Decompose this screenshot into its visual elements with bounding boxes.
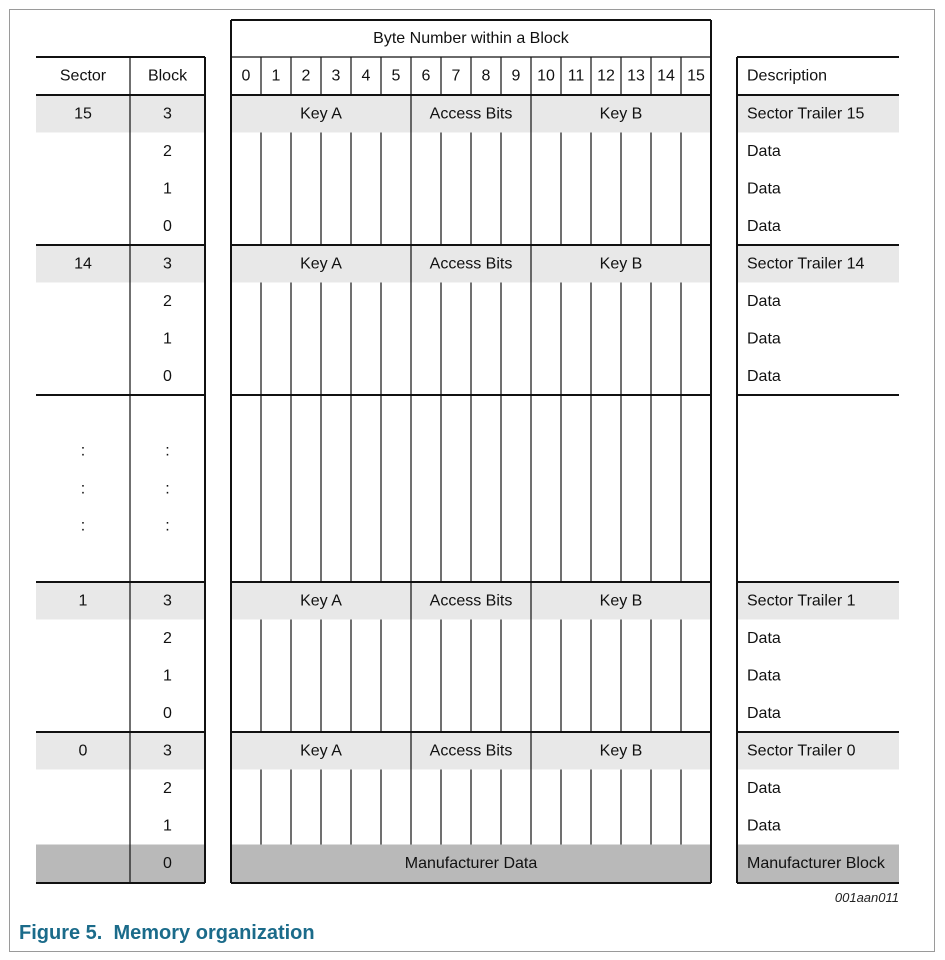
manufacturer-bg-left <box>36 845 205 884</box>
manufacturer-block-description: Manufacturer Block <box>747 854 885 872</box>
byte-number-label: 3 <box>331 67 341 85</box>
key-a-field: Key A <box>300 592 342 610</box>
byte-number-label: 4 <box>361 67 371 85</box>
byte-number-label: 2 <box>301 67 311 85</box>
sector-ellipsis: : <box>80 517 86 535</box>
byte-number-label: 11 <box>567 67 585 85</box>
caption-title: Memory organization <box>113 922 315 944</box>
key-b-field: Key B <box>599 592 643 610</box>
byte-number-label: 15 <box>687 67 705 85</box>
data-description: Data <box>747 142 781 160</box>
trailer-bg-left <box>36 732 205 770</box>
trailer-bg-left <box>36 582 205 620</box>
block-number: 3 <box>163 255 172 273</box>
block-number: 0 <box>163 217 172 235</box>
block-number: 1 <box>163 667 172 685</box>
byte-number-label: 8 <box>481 67 491 85</box>
block-number: 3 <box>163 592 172 610</box>
trailer-bg-left <box>36 245 205 283</box>
block-number: 0 <box>163 367 172 385</box>
block-number: 1 <box>163 330 172 348</box>
caption-label: Figure 5. <box>19 922 103 944</box>
byte-number-label: 10 <box>537 67 555 85</box>
byte-number-label: 5 <box>391 67 401 85</box>
byte-number-label: 7 <box>451 67 461 85</box>
sector-trailer-description: Sector Trailer 1 <box>747 592 856 610</box>
block-ellipsis: : <box>165 517 170 535</box>
sector-ellipsis: : <box>80 480 86 498</box>
byte-number-title: Byte Number within a Block <box>373 30 569 47</box>
key-b-field: Key B <box>599 105 643 123</box>
key-b-field: Key B <box>599 255 643 273</box>
block-number: 0 <box>163 854 172 872</box>
access-bits-field: Access Bits <box>429 105 513 123</box>
sector-number: 15 <box>74 105 92 123</box>
access-bits-field: Access Bits <box>429 592 513 610</box>
data-description: Data <box>747 217 781 235</box>
sector-trailer-description: Sector Trailer 0 <box>747 742 856 760</box>
byte-number-label: 9 <box>511 67 521 85</box>
access-bits-field: Access Bits <box>429 742 513 760</box>
description-header: Description <box>747 67 828 85</box>
byte-number-label: 14 <box>657 67 675 85</box>
byte-number-label: 1 <box>271 67 281 85</box>
sector-ellipsis: : <box>80 442 86 460</box>
block-header: Block <box>147 67 188 85</box>
byte-number-label: 12 <box>597 67 615 85</box>
sector-trailer-description: Sector Trailer 15 <box>747 105 865 123</box>
block-number: 0 <box>163 704 172 722</box>
data-description: Data <box>747 180 781 198</box>
byte-number-label: 0 <box>241 67 251 85</box>
access-bits-field: Access Bits <box>429 255 513 273</box>
key-a-field: Key A <box>300 742 342 760</box>
byte-number-label: 13 <box>627 67 645 85</box>
data-description: Data <box>747 367 781 385</box>
key-a-field: Key A <box>300 105 342 123</box>
block-number: 2 <box>163 629 172 647</box>
manufacturer-data-label: Manufacturer Data <box>404 854 538 872</box>
data-description: Data <box>747 330 781 348</box>
data-description: Data <box>747 667 781 685</box>
block-number: 3 <box>163 742 172 760</box>
block-ellipsis: : <box>165 442 170 460</box>
sector-number: 14 <box>74 255 92 273</box>
block-number: 1 <box>163 180 172 198</box>
block-number: 2 <box>163 292 172 310</box>
sector-header: Sector <box>59 67 107 85</box>
block-number: 2 <box>163 142 172 160</box>
block-number: 3 <box>163 105 172 123</box>
key-a-field: Key A <box>300 255 342 273</box>
data-description: Data <box>747 817 781 835</box>
sector-number: 0 <box>78 742 88 760</box>
sector-number: 1 <box>78 592 88 610</box>
figure-caption <box>19 922 315 945</box>
block-number: 1 <box>163 817 172 835</box>
data-description: Data <box>747 779 781 797</box>
sector-trailer-description: Sector Trailer 14 <box>747 255 865 273</box>
block-ellipsis: : <box>165 480 170 498</box>
byte-number-label: 6 <box>421 67 431 85</box>
data-description: Data <box>747 629 781 647</box>
trailer-bg-left <box>36 95 205 133</box>
block-number: 2 <box>163 779 172 797</box>
data-description: Data <box>747 292 781 310</box>
key-b-field: Key B <box>599 742 643 760</box>
figure-id: 001aan011 <box>834 890 899 905</box>
data-description: Data <box>747 704 781 722</box>
